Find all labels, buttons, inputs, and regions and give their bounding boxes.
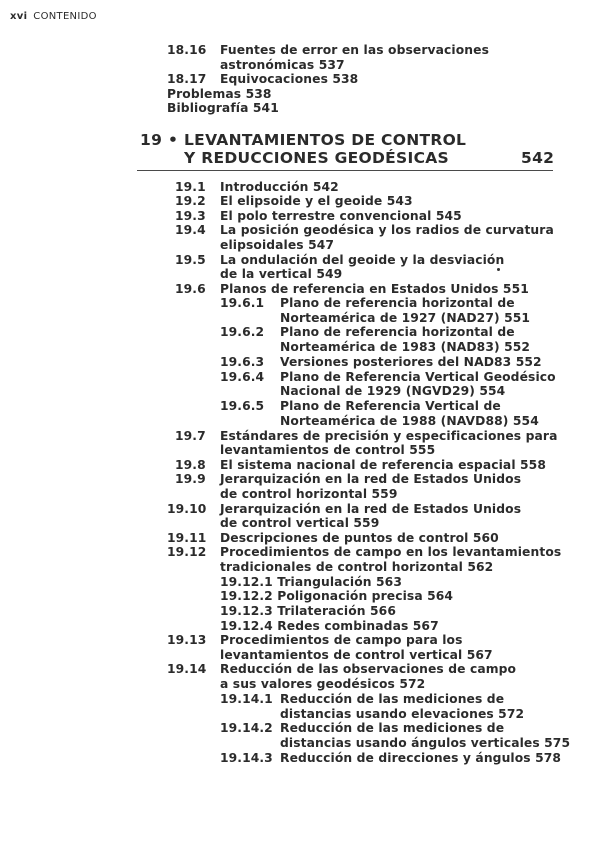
- toc-entry-text: elipsoidales 547: [220, 238, 335, 252]
- toc-entry-text: La posición geodésica y los radios de curvatura: [220, 223, 554, 237]
- toc-entry-text: astronómicas 537: [220, 58, 345, 72]
- chapter-number: 19: [140, 131, 163, 149]
- toc-entry-number: 19.8: [175, 458, 206, 472]
- toc-entry-text: Procedimientos de campo en los levantamientos: [220, 545, 562, 559]
- chapter-bullet: •: [168, 131, 179, 149]
- toc-entry-text: Norteamérica de 1983 (NAD83) 552: [280, 340, 531, 354]
- toc-entry-text: a sus valores geodésicos 572: [220, 677, 426, 691]
- toc-entry-number: 19.4: [175, 223, 206, 237]
- toc-entry-text: de la vertical 549: [220, 267, 343, 281]
- toc-entry-number: 19.6: [175, 282, 206, 296]
- toc-entry-text: Reducción de direcciones y ángulos 578: [280, 751, 562, 765]
- toc-entry-text: Procedimientos de campo para los: [220, 633, 463, 647]
- toc-entry-text: Introducción 542: [220, 180, 339, 194]
- toc-entry-text: Estándares de precisión y especificaciones para: [220, 429, 558, 443]
- chapter-rule: [137, 170, 553, 171]
- toc-entry-number: 19.12: [167, 545, 207, 559]
- toc-entry-text: Planos de referencia en Estados Unidos 551: [220, 282, 529, 296]
- toc-entry-text: Jerarquización en la red de Estados Unidos: [220, 472, 522, 486]
- page-number: xvi: [10, 11, 28, 22]
- toc-entry-number: 19.11: [167, 531, 207, 545]
- toc-entry-text: La ondulación del geoide y la desviación: [220, 253, 505, 267]
- toc-entry-text: Equivocaciones 538: [220, 72, 359, 86]
- toc-entry-text: Jerarquización en la red de Estados Unidos: [220, 502, 522, 516]
- toc-entry-number: 19.1: [175, 180, 206, 194]
- toc-entry-text: Norteamérica de 1927 (NAD27) 551: [280, 311, 531, 325]
- toc-subentry-number: 19.14.1: [220, 692, 273, 706]
- toc-entry-text: de control vertical 559: [220, 516, 380, 530]
- toc-entry-text: Plano de Referencia Vertical de: [280, 399, 501, 413]
- toc-entry-text: Descripciones de puntos de control 560: [220, 531, 499, 545]
- toc-entry-text: El polo terrestre convencional 545: [220, 209, 462, 223]
- running-header: [10, 11, 97, 22]
- toc-subentry-number: 19.6.5: [220, 399, 265, 413]
- toc-entry-text: Problemas 538: [167, 87, 272, 101]
- toc-subentry-number: 19.14.3: [220, 751, 273, 765]
- toc-subentry-number: 19.6.3: [220, 355, 265, 369]
- toc-subentry: 19.12.1 Triangulación 563: [220, 575, 402, 589]
- toc-entry-number: 19.5: [175, 253, 206, 267]
- toc-entry-text: Plano de Referencia Vertical Geodésico: [280, 370, 556, 384]
- toc-entry-text: distancias usando ángulos verticales 575: [280, 736, 571, 750]
- toc-entry-text: Reducción de las mediciones de: [280, 721, 505, 735]
- toc-entry-text: El elipsoide y el geoide 543: [220, 194, 413, 208]
- toc-entry-text: levantamientos de control 555: [220, 443, 436, 457]
- toc-subentry-number: 19.6.1: [220, 296, 265, 310]
- toc-entry-number: 19.7: [175, 429, 206, 443]
- toc-entry-number: 19.13: [167, 633, 207, 647]
- chapter-title-line2: Y REDUCCIONES GEODÉSICAS: [184, 149, 450, 167]
- toc-entry-number: 19.14: [167, 662, 207, 676]
- toc-entry-number: 18.16: [167, 43, 207, 57]
- toc-entry-text: El sistema nacional de referencia espacial 558: [220, 458, 546, 472]
- toc-subentry: 19.12.2 Poligonación precisa 564: [220, 589, 454, 603]
- toc-entry-text: Bibliografía 541: [167, 101, 279, 115]
- chapter-page: 542: [521, 149, 555, 167]
- toc-subentry-number: 19.6.2: [220, 325, 265, 339]
- toc-entry-text: Reducción de las mediciones de: [280, 692, 505, 706]
- toc-entry-text: Plano de referencia horizontal de: [280, 296, 515, 310]
- toc-subentry: 19.12.3 Trilateración 566: [220, 604, 396, 618]
- toc-entry-number: 19.3: [175, 209, 206, 223]
- toc-entry-text: Norteamérica de 1988 (NAVD88) 554: [280, 414, 539, 428]
- chapter-title-line1: LEVANTAMIENTOS DE CONTROL: [184, 131, 467, 149]
- toc-subentry-number: 19.14.2: [220, 721, 273, 735]
- toc-entry-text: de control horizontal 559: [220, 487, 398, 501]
- toc-entry-number: 19.2: [175, 194, 206, 208]
- toc-entry-text: Nacional de 1929 (NGVD29) 554: [280, 384, 506, 398]
- stray-dot: [497, 268, 500, 271]
- toc-entry-text: levantamientos de control vertical 567: [220, 648, 493, 662]
- toc-entry-number: 19.10: [167, 502, 207, 516]
- toc-entry-number: 19.9: [175, 472, 206, 486]
- toc-entry-text: Plano de referencia horizontal de: [280, 325, 515, 339]
- toc-entry-text: Reducción de las observaciones de campo: [220, 662, 517, 676]
- toc-entry-text: Fuentes de error en las observaciones: [220, 43, 489, 57]
- toc-entry-text: Versiones posteriores del NAD83 552: [280, 355, 542, 369]
- toc-entry-text: distancias usando elevaciones 572: [280, 707, 525, 721]
- section-title: CONTENIDO: [33, 11, 97, 22]
- toc-subentry-number: 19.6.4: [220, 370, 265, 384]
- toc-entry-text: tradicionales de control horizontal 562: [220, 560, 494, 574]
- toc-entry-number: 18.17: [167, 72, 207, 86]
- toc-subentry: 19.12.4 Redes combinadas 567: [220, 619, 439, 633]
